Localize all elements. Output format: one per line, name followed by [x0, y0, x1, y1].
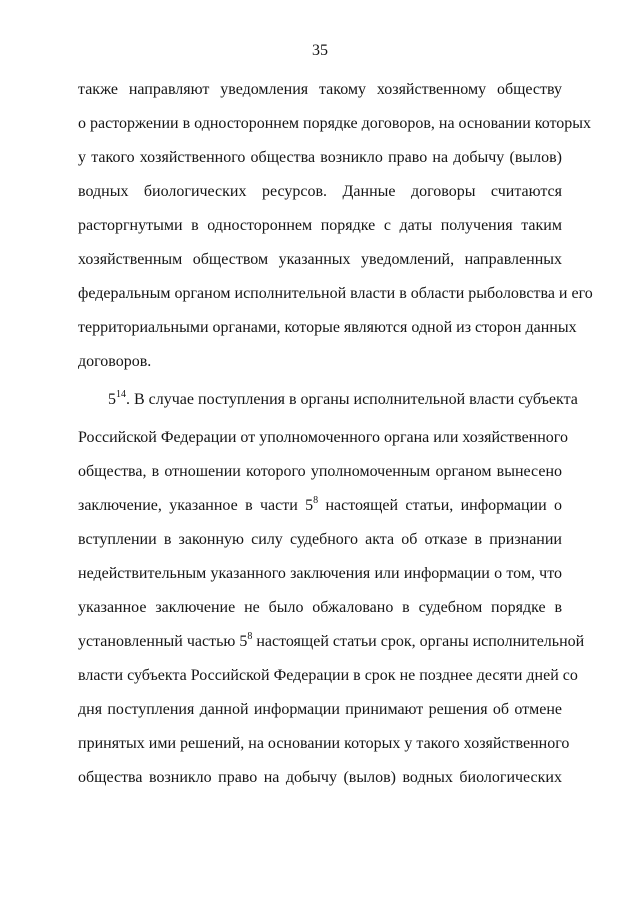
text-line: указанное заключение не было обжаловано в судебном порядке в — [78, 599, 562, 616]
text-line: Российской Федерации от уполномоченного органа или хозяйственного — [78, 429, 568, 446]
text-fragment: настоящей статьи, информации о — [318, 497, 563, 514]
text-line: территориальными органами, которые являются одной из сторон данных — [78, 319, 577, 336]
text-line — [78, 630, 585, 652]
text-line: недействительным указанного заключения или информации о том, что — [78, 565, 562, 582]
text-line: общества, в отношении которого уполномоченным органом вынесено — [78, 463, 562, 480]
superscript: 8 — [313, 494, 319, 506]
text-fragment: . В случае поступления в органы исполнительной власти субъекта — [126, 391, 578, 408]
text-line: хозяйственным обществом указанных уведомлений, направленных — [78, 251, 562, 268]
text-line: вступлении в законную силу судебного акта об отказе в признании — [78, 531, 562, 548]
paragraph-number-superscript: 14 — [116, 388, 126, 400]
text-line — [78, 496, 562, 516]
text-fragment: настоящей статьи срок, органы исполнительной — [252, 633, 585, 650]
text-line: дня поступления данной информации принимают решения об отмене — [78, 701, 562, 718]
paragraph-number: 5 — [108, 391, 116, 408]
superscript: 8 — [247, 630, 253, 642]
text-line: договоров. — [78, 353, 152, 370]
text-line: принятых ими решений, на основании которых у такого хозяйственного — [78, 735, 570, 752]
text-fragment: установленный частью 5 — [78, 633, 248, 650]
text-line: общества возникло право на добычу (вылов) водных биологических — [78, 769, 562, 786]
page-number: 35 — [312, 42, 328, 59]
text-line: у такого хозяйственного общества возникло право на добычу (вылов) — [78, 149, 562, 166]
text-line: власти субъекта Российской Федерации в срок не позднее десяти дней со — [78, 667, 578, 684]
text-line — [108, 388, 578, 410]
text-line: также направляют уведомления такому хозяйственному обществу — [78, 81, 562, 98]
text-line: о расторжении в одностороннем порядке договоров, на основании которых — [78, 115, 592, 132]
text-line: расторгнутыми в одностороннем порядке с даты получения таким — [78, 217, 562, 234]
text-line: водных биологических ресурсов. Данные договоры считаются — [78, 183, 562, 200]
text-fragment: заключение, указанное в части 5 — [78, 497, 314, 514]
text-line: федеральным органом исполнительной власти в области рыболовства и его — [78, 285, 593, 302]
